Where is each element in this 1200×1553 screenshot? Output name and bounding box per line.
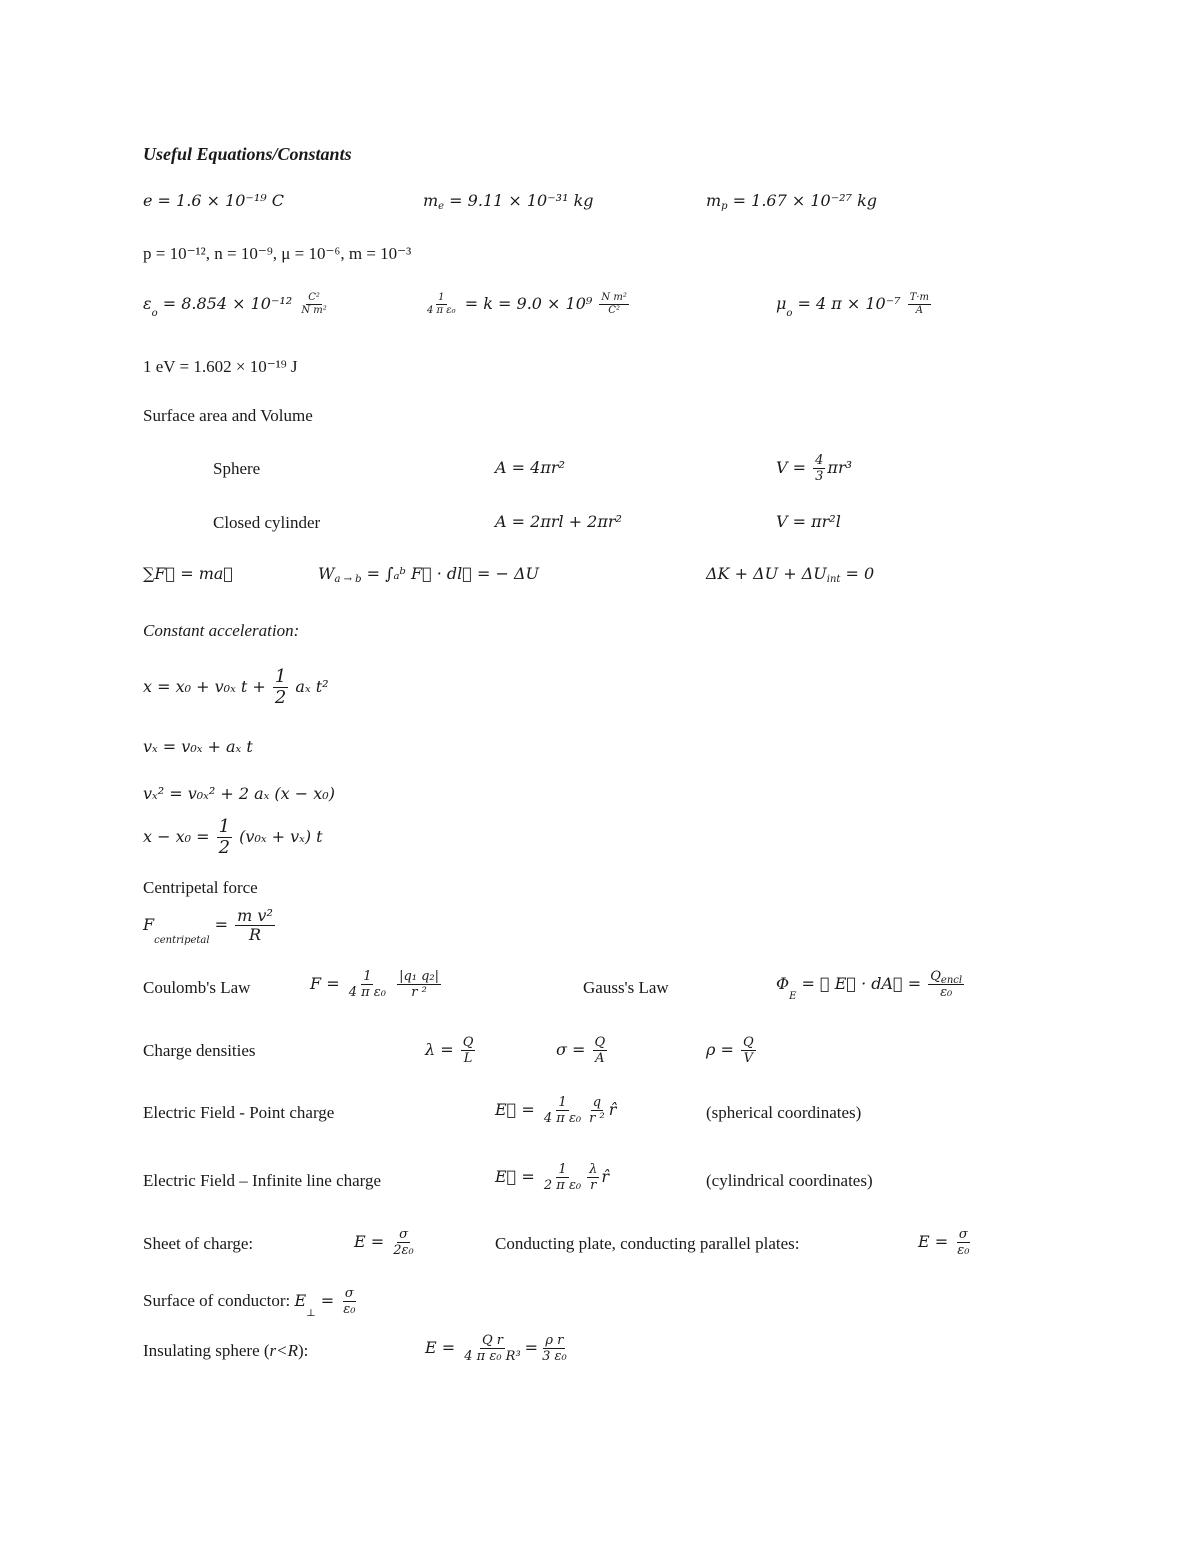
line-charge-rhs: r̂ bbox=[601, 1167, 610, 1186]
k-unit-num: N m² bbox=[601, 292, 627, 303]
point-charge-lhs: E⃗ = bbox=[495, 1100, 535, 1119]
coulomb-constant bbox=[423, 293, 631, 316]
k-frac-num: 1 bbox=[438, 292, 445, 303]
sphere-label: Sphere bbox=[213, 459, 261, 478]
insulating-f1-num: Q r bbox=[481, 1333, 503, 1348]
gauss-mid: = ∮ E⃗ · dA⃗ = bbox=[796, 974, 922, 993]
kinematics-eq4-den: 2 bbox=[218, 837, 231, 858]
mu0-rhs: = 4 π × 10⁻⁷ bbox=[792, 294, 901, 313]
epsilon0-rhs: = 8.854 × 10⁻¹² bbox=[157, 294, 293, 313]
rho-den: V bbox=[743, 1051, 754, 1066]
proton-mass: $m_p = 1.67 \times 10^{-27}$ kg bbox=[706, 191, 878, 212]
kinematics-eq1 bbox=[143, 668, 329, 707]
point-charge-f2-num: q bbox=[592, 1095, 602, 1110]
sigma-lhs: σ = bbox=[556, 1040, 586, 1059]
insulating-lhs: E = bbox=[425, 1338, 456, 1357]
epsilon0-lhs: ε bbox=[143, 294, 152, 313]
line-charge-note: (cylindrical coordinates) bbox=[706, 1171, 873, 1190]
point-charge-note: (spherical coordinates) bbox=[706, 1103, 862, 1122]
centripetal-heading: Centripetal force bbox=[143, 878, 258, 897]
conductor-eqsign: = bbox=[315, 1291, 335, 1310]
gauss-sub: E bbox=[789, 991, 797, 1002]
lambda-num: Q bbox=[462, 1035, 474, 1050]
surface-density bbox=[556, 1036, 609, 1065]
conductor-num: σ bbox=[344, 1286, 354, 1301]
energy-rhs: = 0 bbox=[840, 564, 875, 583]
kinematics-eq4-rhs: (v₀ₓ + vₓ) t bbox=[239, 827, 323, 846]
sphere-volume-rhs: πr³ bbox=[827, 458, 852, 477]
page-title: Useful Equations/Constants bbox=[143, 144, 352, 164]
gauss-label: Gauss's Law bbox=[583, 978, 669, 997]
kinematics-eq1-num: 1 bbox=[274, 666, 287, 687]
rho-num: Q bbox=[743, 1035, 754, 1050]
centripetal-eqsign: = bbox=[209, 915, 229, 934]
k-unit-den: C² bbox=[608, 305, 620, 316]
cylinder-label: Closed cylinder bbox=[213, 513, 321, 532]
rho-lhs: ρ = bbox=[706, 1040, 734, 1059]
centripetal-sub: centripetal bbox=[154, 935, 210, 946]
point-charge-f2-den: r ² bbox=[589, 1111, 605, 1126]
electron-charge: e = 1.6 × 10⁻¹⁹ C bbox=[143, 191, 285, 210]
cylinder-area: A = 2πrl + 2πr² bbox=[495, 512, 622, 531]
prefixes: p = 10⁻¹², n = 10⁻⁹, μ = 10⁻⁶, m = 10⁻³ bbox=[143, 244, 412, 263]
kinematics-eq1-den: 2 bbox=[274, 687, 287, 708]
lambda-den: L bbox=[463, 1051, 473, 1066]
kinematics-eq4-num: 1 bbox=[218, 816, 231, 837]
sphere-volume bbox=[776, 454, 852, 483]
line-charge-f2-den: r bbox=[590, 1178, 597, 1193]
sheet-lhs: E = bbox=[354, 1232, 385, 1251]
insulating-f2-den: 3 ε₀ bbox=[542, 1349, 567, 1364]
kinematics-heading: Constant acceleration: bbox=[143, 621, 300, 640]
insulating-f2-num: ρ r bbox=[545, 1333, 564, 1348]
electron-mass-lhs: m bbox=[423, 191, 439, 210]
proton-mass-rhs: = 1.67 × 10⁻²⁷ kg bbox=[727, 191, 878, 210]
sheet-den: 2ε₀ bbox=[393, 1243, 414, 1258]
linear-density bbox=[425, 1036, 477, 1065]
point-charge-rhs: r̂ bbox=[608, 1100, 617, 1119]
line-charge-f2-num: λ bbox=[589, 1162, 598, 1177]
conductor-eq bbox=[143, 1286, 359, 1319]
cylinder-volume: V = πr²l bbox=[776, 512, 841, 531]
coulomb-f1-den: 4 π ε₀ bbox=[348, 985, 386, 1000]
electron-mass: $m_e = 9.11 \times 10^{-31}$ kg bbox=[423, 191, 594, 212]
epsilon0-unit-den: N m² bbox=[301, 305, 327, 316]
coulomb-label: Coulomb's Law bbox=[143, 978, 251, 997]
mu0-unit-num: T·m bbox=[909, 292, 930, 303]
gauss-num-sub: encl bbox=[940, 975, 963, 986]
coulomb-f2-num: |q₁ q₂| bbox=[399, 969, 440, 984]
kinematics-eq1-lhs: x = x₀ + v₀ₓ t + bbox=[143, 677, 266, 696]
k-frac-den: 4 π ε₀ bbox=[427, 305, 456, 316]
energy-sub: int bbox=[826, 574, 841, 585]
work-energy bbox=[318, 564, 539, 585]
conductor-den: ε₀ bbox=[343, 1302, 356, 1317]
kinematics-eq4-lhs: x − x₀ = bbox=[143, 827, 210, 846]
kinematics-eq4 bbox=[143, 818, 323, 857]
plate-den: ε₀ bbox=[957, 1243, 970, 1258]
insulating-label bbox=[143, 1342, 308, 1359]
work-lhs: W bbox=[318, 564, 335, 583]
kinematics-eq2: vₓ = v₀ₓ + aₓ t bbox=[143, 737, 253, 756]
epsilon0: $\varepsilon_o = 8.854 \times 10^{-12}$ $\frac{\text{C²}}{\text{N m²}}$ bbox=[143, 292, 327, 319]
work-sub: a → b bbox=[334, 574, 362, 585]
insulating-eq bbox=[425, 1334, 571, 1363]
sheet-num: σ bbox=[399, 1227, 408, 1242]
sheet-eq bbox=[354, 1228, 418, 1257]
gauss-num: Q bbox=[930, 969, 941, 984]
centripetal-lhs: F bbox=[143, 915, 155, 934]
line-charge-eq bbox=[495, 1163, 609, 1192]
electron-volt: 1 eV = 1.602 × 10⁻¹⁹ J bbox=[143, 357, 298, 376]
insulating-f1-den: 4 π ε₀ R³ bbox=[464, 1349, 521, 1364]
conductor-label: Surface of conductor: bbox=[143, 1291, 291, 1310]
line-charge-f1-num: 1 bbox=[558, 1162, 567, 1177]
sphere-volume-num: 4 bbox=[815, 453, 824, 468]
coulomb-f2-den: r ² bbox=[411, 985, 427, 1000]
conductor-sub: ⊥ bbox=[306, 1308, 316, 1319]
epsilon0-unit-num: C² bbox=[308, 292, 320, 303]
sheet-label: Sheet of charge: bbox=[143, 1234, 254, 1253]
sigma-den: A bbox=[595, 1051, 605, 1066]
conductor-lhs: E bbox=[294, 1291, 307, 1310]
kinematics-eq3: vₓ² = v₀ₓ² + 2 aₓ (x − x₀) bbox=[143, 784, 335, 803]
sphere-volume-lhs: V = bbox=[776, 458, 812, 477]
gauss-lhs: Φ bbox=[776, 974, 790, 993]
mu0-lhs: μ bbox=[776, 294, 787, 313]
insulating-label-c: ): bbox=[298, 1341, 309, 1360]
kinematics-eq1-rhs: aₓ t² bbox=[295, 677, 329, 696]
surface-volume-heading: Surface area and Volume bbox=[143, 406, 313, 425]
insulating-eqsign: = bbox=[524, 1338, 539, 1357]
lambda-lhs: λ = bbox=[425, 1040, 454, 1059]
gauss-den: ε₀ bbox=[940, 985, 953, 1000]
k-rhs: = k = 9.0 × 10⁹ bbox=[459, 294, 593, 313]
plate-label: Conducting plate, conducting parallel plates: bbox=[495, 1234, 800, 1253]
electron-mass-rhs: = 9.11 × 10⁻³¹ kg bbox=[444, 191, 594, 210]
mu0-unit-den: A bbox=[915, 305, 923, 316]
centripetal-den: R bbox=[249, 925, 262, 944]
centripetal-num: m v² bbox=[237, 906, 273, 925]
gauss-eq bbox=[776, 969, 966, 1002]
plate-lhs: E = bbox=[918, 1232, 949, 1251]
densities-label: Charge densities bbox=[143, 1041, 256, 1060]
work-rhs: = ∫ₐᵇ F⃗ · dl⃗ = − ΔU bbox=[361, 564, 539, 583]
line-charge-f1-den: 2 π ε₀ bbox=[543, 1178, 582, 1193]
centripetal-eq bbox=[143, 906, 277, 946]
mu0: $\mu_o = 4$ π × 10⁻⁷ $\frac{T\cdot m}{A}$ bbox=[776, 292, 930, 319]
point-charge-eq bbox=[495, 1096, 616, 1125]
insulating-label-a: Insulating sphere ( bbox=[143, 1341, 270, 1360]
insulating-label-b: r<R bbox=[269, 1341, 299, 1360]
coulomb-f1-num: 1 bbox=[363, 969, 372, 984]
point-charge-f1-den: 4 π ε₀ bbox=[543, 1111, 582, 1126]
plate-eq bbox=[918, 1228, 973, 1257]
line-charge-lhs: E⃗ = bbox=[495, 1167, 535, 1186]
coulomb-lhs: F = bbox=[310, 974, 340, 993]
point-charge-f1-num: 1 bbox=[558, 1095, 567, 1110]
sphere-volume-den: 3 bbox=[815, 469, 824, 484]
newton-second-law: ∑F⃗ = ma⃗ bbox=[143, 564, 234, 583]
point-charge-label: Electric Field - Point charge bbox=[143, 1103, 335, 1122]
coulomb-eq bbox=[310, 970, 443, 999]
line-charge-label: Electric Field – Infinite line charge bbox=[143, 1171, 382, 1190]
proton-mass-lhs: m bbox=[706, 191, 722, 210]
sphere-area: A = 4πr² bbox=[495, 458, 565, 477]
volume-density bbox=[706, 1036, 758, 1065]
plate-num: σ bbox=[958, 1227, 968, 1242]
energy-lhs: ΔK + ΔU + ΔU bbox=[706, 564, 827, 583]
energy-conservation bbox=[706, 564, 875, 585]
sigma-num: Q bbox=[594, 1035, 606, 1050]
